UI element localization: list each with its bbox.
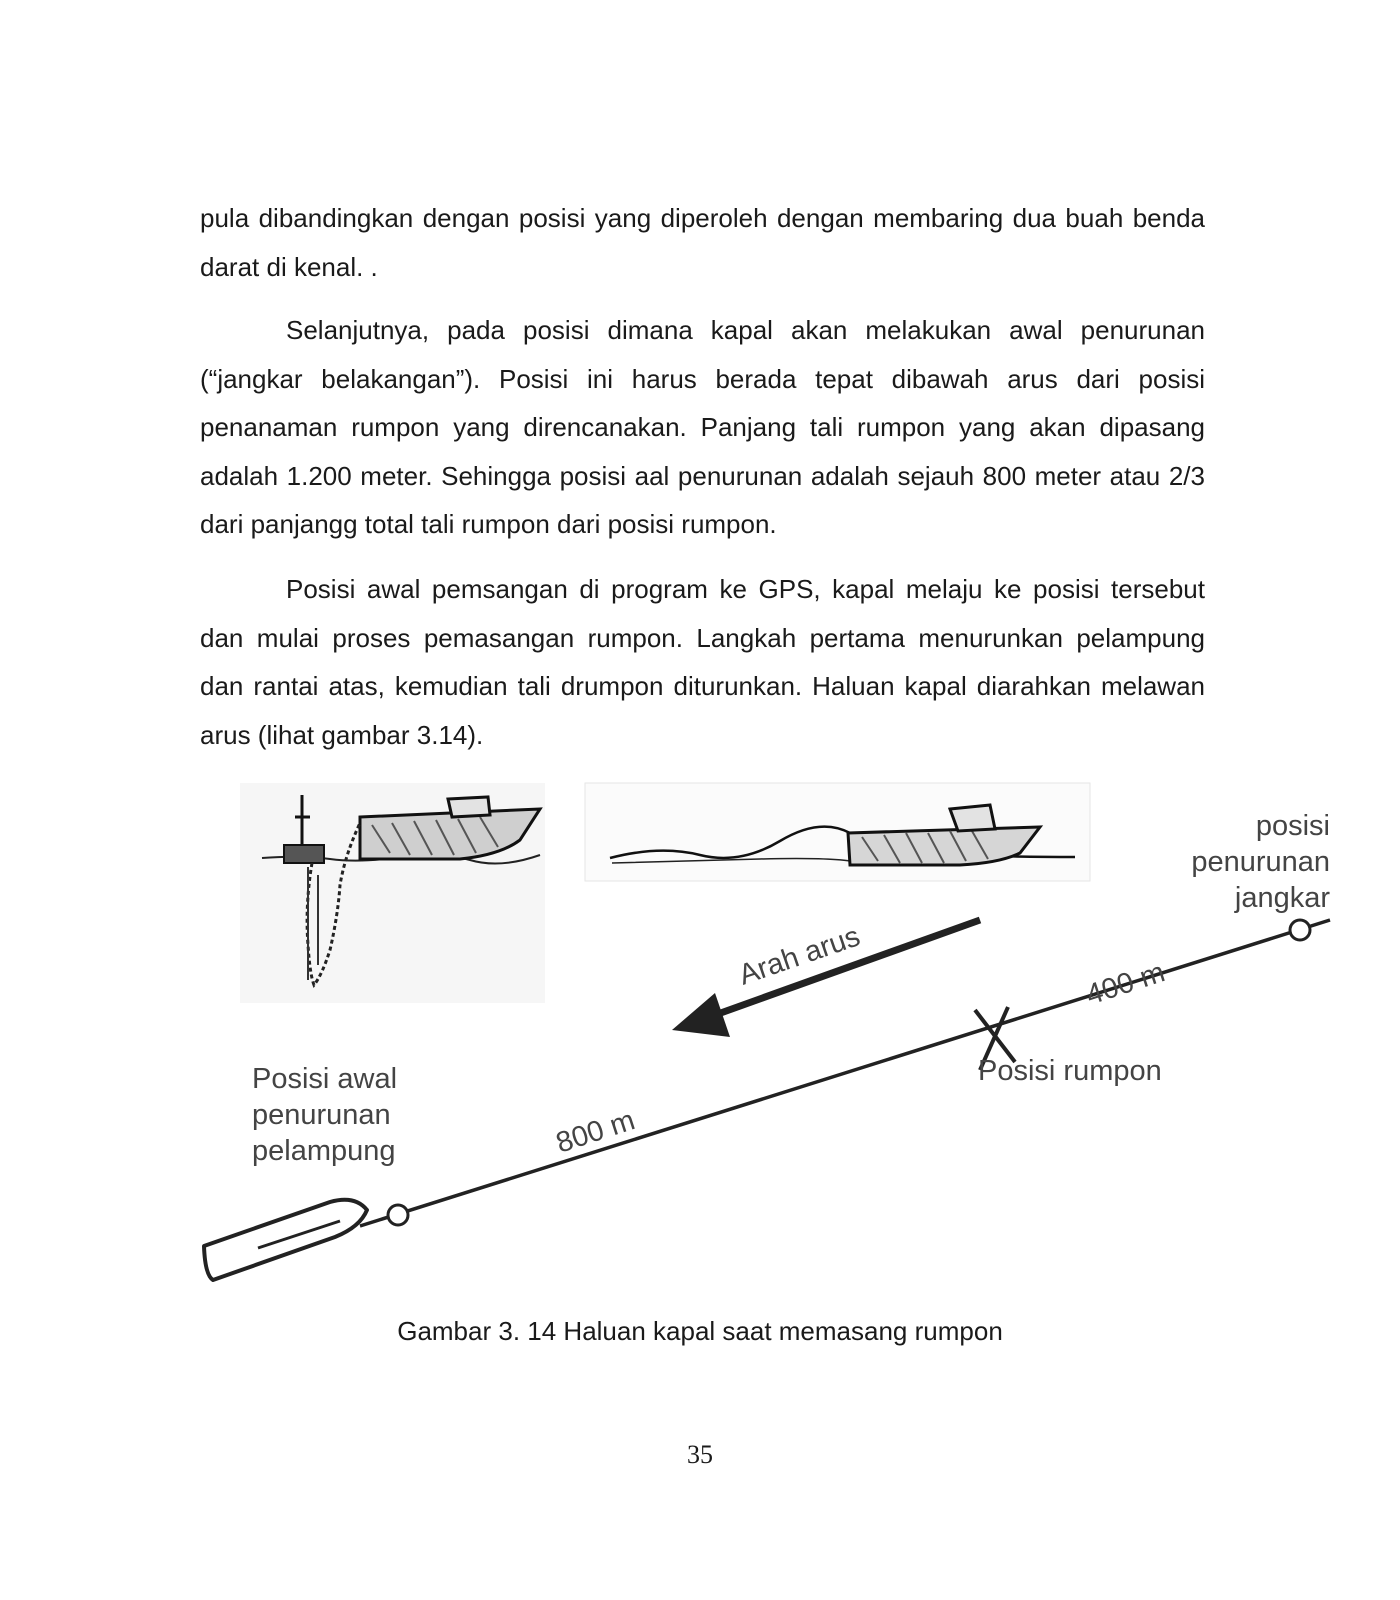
anchor-drop-label-line-2: penurunan [1191, 846, 1330, 878]
anchor-drop-label-line-3: jangkar [1234, 882, 1330, 914]
figure-diagram [0, 775, 1400, 1335]
paragraph-3 [200, 565, 1205, 759]
paragraph-1 [200, 194, 1205, 291]
anchor-drop-label-line-1: posisi [1255, 810, 1330, 842]
figure-3-14 [0, 775, 1400, 1335]
paragraph-3-text: Posisi awal pemsangan di program ke GPS, kapal melaju ke posisi tersebut dan mulai proses pemasangan rumpon. Langkah pertama menurunkan pelampung dan rantai atas, kemudian tali drumpon diturunkan. Haluan kapal diarahkan melawan arus (lihat gambar 3.14). [200, 574, 1205, 750]
buoy-start-marker [388, 1205, 408, 1225]
anchor-drop-marker [1290, 920, 1310, 940]
distance-800-label: 800 m [552, 1104, 639, 1160]
page-number: 35 [687, 1440, 713, 1469]
start-position-label-line-3: pelampung [252, 1135, 396, 1167]
start-position-label-line-2: penurunan [252, 1099, 391, 1131]
distance-400-label: 400 m [1082, 956, 1169, 1012]
current-label: Arah arus [734, 920, 865, 992]
fad-position-label: Posisi rumpon [978, 1055, 1162, 1087]
start-position-label-line-1: Posisi awal [252, 1063, 398, 1095]
paragraph-2 [200, 306, 1205, 549]
figure-caption: Gambar 3. 14 Haluan kapal saat memasang rumpon [397, 1316, 1003, 1346]
paragraph-1-text: pula dibandingkan dengan posisi yang diperoleh dengan membaring dua buah benda darat di kenal. . [200, 203, 1205, 282]
sketch-boat-towing [585, 783, 1090, 881]
sketch-boat-buoy [240, 783, 545, 1003]
boat-icon [204, 1200, 367, 1280]
paragraph-2-text: Selanjutnya, pada posisi dimana kapal akan melakukan awal penurunan (“jangkar belakangan”). Posisi ini harus berada tepat dibawah arus dari posisi penanaman rumpon yang direncanakan. Panjang tali rumpon yang akan dipasang adalah 1.200 meter. Sehingga posisi aal penurunan adalah sejauh 800 meter atau 2/3 dari panjangg total tali rumpon dari posisi rumpon. [200, 315, 1205, 539]
